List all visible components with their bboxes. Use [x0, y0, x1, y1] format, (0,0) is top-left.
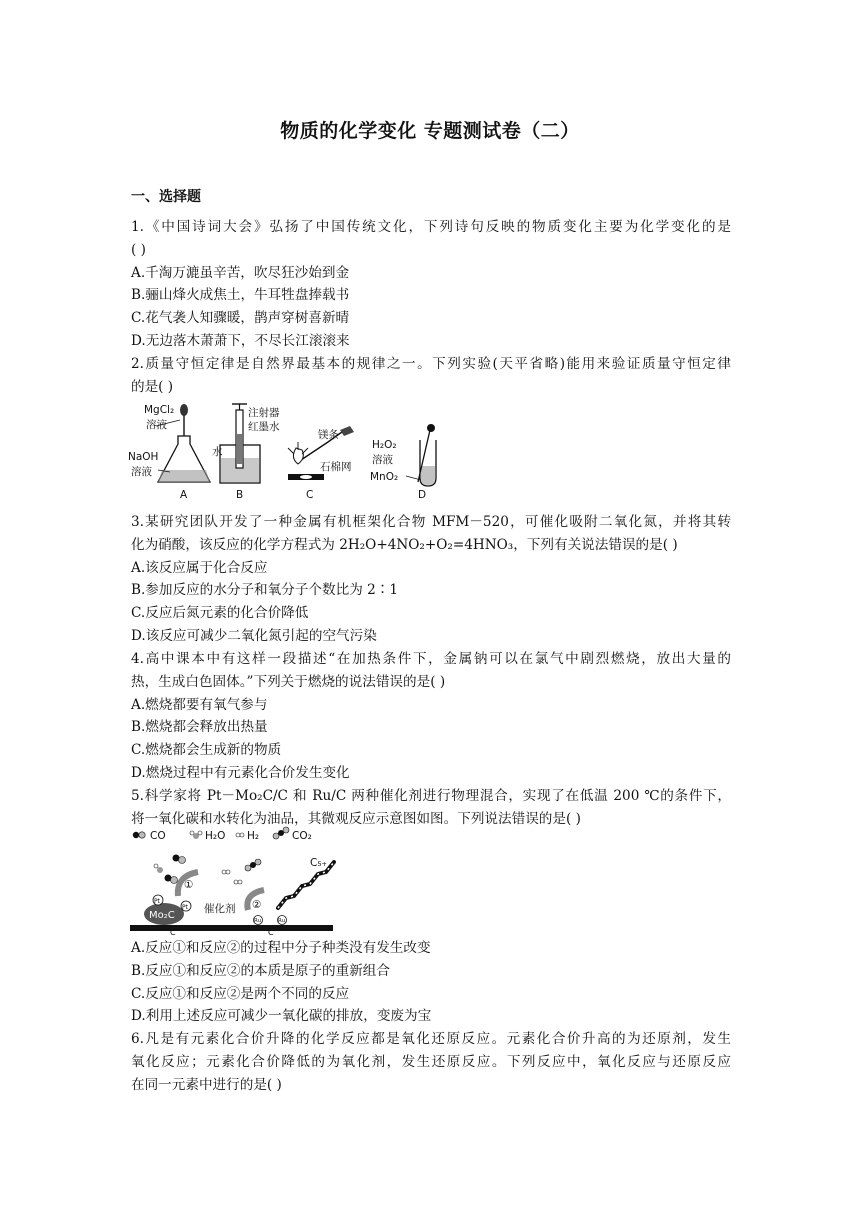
solution-label: 溶液: [146, 419, 167, 431]
mo2c-label: Mo₂C: [149, 910, 175, 921]
question-stem-line: ( ): [131, 241, 146, 258]
option-a: A.该反应属于化合反应: [131, 559, 268, 576]
ru-label: Ru: [278, 918, 286, 924]
question-5-options: [131, 937, 731, 1028]
syringe-label: 注射器: [248, 407, 280, 419]
option-c: C.反应后氮元素的化合价降低: [131, 605, 309, 622]
question-stem-line: 氧化反应；元素化合价降低的为氧化剂，发生还原反应。下列反应中，氧化反应与还原反应: [131, 1053, 731, 1070]
c5-plus-label: C₅₊: [310, 857, 328, 869]
step-2-label: ②: [252, 899, 262, 911]
asbestos-net-label: 石棉网: [320, 461, 352, 473]
experiment-setups-figure: [128, 400, 458, 504]
question-stem-line: 5.科学家将 Pt－Mo₂C/C 和 Ru/C 两种催化剂进行物理混合，实现了在低温 200 ℃的条件下，: [131, 788, 731, 804]
naoh-label: NaOH: [128, 451, 159, 463]
section-heading: 一、选择题: [131, 189, 201, 205]
question-1: [131, 216, 731, 353]
question-stem-line: 将一氧化碳和水转化为油品，其微观反应示意图如图。下列说法错误的是( ): [131, 810, 581, 827]
question-6: [131, 1028, 731, 1096]
question-stem-line: 热，生成白色固体。”下列关于燃烧的说法错误的是( ): [131, 673, 446, 690]
question-3: [131, 511, 731, 648]
option-a: A.燃烧都要有氧气参与: [131, 696, 268, 713]
pt-label: Pt: [154, 898, 160, 905]
question-4: [131, 648, 731, 785]
label-d: D: [418, 489, 427, 501]
question-stem-line: 4.高中课本中有这样一段描述“在加热条件下，金属钠可以在氯气中剧烈燃烧，放出大量的: [131, 651, 731, 667]
option-d: D.利用上述反应可减少一氧化碳的排放，变废为宝: [131, 1008, 432, 1025]
reaction-schematic-figure: [128, 826, 348, 936]
option-c: C.花气袭人知骤暖，鹊声穿树喜新晴: [131, 310, 350, 327]
h2-legend-label: H₂: [247, 830, 260, 842]
red-ink-label: 红墨水: [248, 421, 280, 433]
option-c: C.燃烧都会生成新的物质: [131, 742, 282, 759]
co-legend-label: CO: [150, 830, 166, 842]
molecules: [154, 855, 261, 885]
question-stem-line: 2.质量守恒定律是自然界最基本的规律之一。下列实验(天平省略)能用来验证质量守恒定律: [131, 356, 731, 372]
setup-b: [212, 404, 280, 501]
mno2-label: MnO₂: [370, 471, 399, 483]
catalyst-label: 催化剂: [204, 903, 236, 915]
carbon-support-label: C: [268, 928, 274, 936]
option-d: D.无边落木萧萧下，不尽长江滚滚来: [131, 332, 350, 349]
option-a: A.反应①和反应②的过程中分子种类没有发生改变: [131, 940, 431, 956]
option-b: B.参加反应的水分子和氧分子个数比为 2∶1: [131, 582, 399, 599]
ru-label: Ru: [254, 918, 262, 924]
question-stem-line: 在同一元素中进行的是( ): [131, 1076, 282, 1093]
setup-c: [288, 426, 354, 501]
question-stem-line: 1.《中国诗词大会》弘扬了中国传统文化，下列诗句反映的物质变化主要为化学变化的是: [131, 219, 731, 235]
co2-legend-label: CO₂: [292, 830, 312, 842]
option-b: B.燃烧都会释放出热量: [131, 719, 268, 736]
question-stem-line: 的是( ): [131, 378, 174, 395]
h2o2-label: H₂O₂: [372, 439, 397, 451]
hydrocarbon-chain: [278, 857, 334, 908]
question-stem-line: 3.某研究团队开发了一种金属有机框架化合物 MFM－520，可催化吸附二氧化氮，并将其转: [131, 514, 731, 530]
solution-label: 溶液: [131, 466, 152, 478]
question-5: [131, 785, 731, 831]
label-b: B: [236, 489, 244, 501]
option-b: B.反应①和反应②的本质是原子的重新组合: [131, 962, 390, 979]
water-label: 水: [212, 446, 223, 458]
question-stem-line: 化为硝酸，该反应的化学方程式为 2H₂O+4NO₂+O₂=4HNO₃，下列有关说法错误的是( ): [131, 536, 678, 553]
solution-label: 溶液: [372, 454, 393, 466]
option-a: A.千淘万漉虽辛苦，吹尽狂沙始到金: [131, 264, 350, 281]
label-c: C: [306, 489, 314, 501]
h2o-legend-label: H₂O: [205, 830, 226, 842]
carbon-support-label: C: [170, 928, 176, 936]
option-c: C.反应①和反应②是两个不同的反应: [131, 985, 350, 1002]
step-1-label: ①: [184, 879, 194, 891]
option-d: D.燃烧过程中有元素化合价发生变化: [131, 764, 350, 781]
label-a: A: [180, 489, 188, 501]
molecule-legend: [133, 827, 312, 842]
question-2: [131, 353, 731, 399]
pt-label: Pt: [182, 904, 188, 911]
document-title: 物质的化学变化 专题测试卷（二）: [280, 120, 580, 142]
question-stem-line: 6.凡是有元素化合价升降的化学反应都是氧化还原反应。元素化合价升高的为还原剂，发生: [131, 1031, 731, 1047]
setup-a: [128, 404, 210, 501]
option-d: D.该反应可减少二氧化氮引起的空气污染: [131, 627, 377, 644]
setup-d: [370, 424, 436, 501]
magnesium-ribbon-label: 镁条: [318, 429, 339, 441]
mgcl2-label: MgCl₂: [144, 404, 175, 416]
option-b: B.骊山烽火成焦土，牛耳牲盘捧载书: [131, 287, 350, 304]
